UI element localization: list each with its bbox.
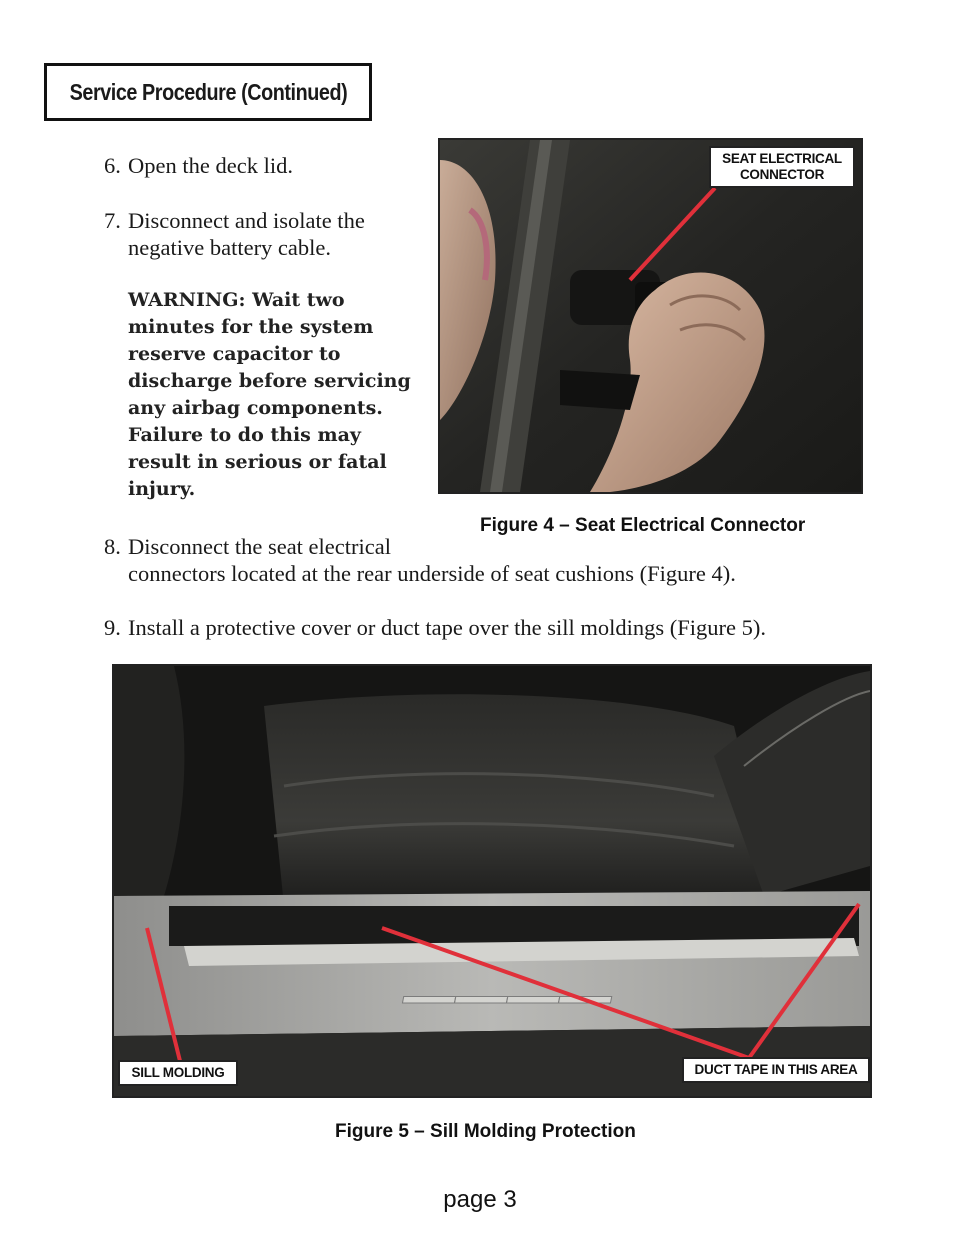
warning-line: result in serious or fatal (128, 451, 387, 473)
section-header (44, 63, 372, 121)
warning-line: any airbag components. (128, 397, 383, 419)
step-number: 8. (104, 534, 121, 559)
sill-molding-image (114, 666, 870, 1096)
step-7 (104, 207, 365, 261)
callout-line: SEAT ELECTRICAL (722, 151, 842, 166)
step-text-line2: connectors located at the rear underside of seat cushions (Figure 4). (128, 561, 736, 586)
section-title: Service Procedure (Continued) (69, 78, 347, 105)
figure-4-caption: Figure 4 – Seat Electrical Connector (480, 515, 806, 536)
callout-text: SILL MOLDING (131, 1065, 225, 1080)
warning-line: discharge before servicing (128, 370, 411, 392)
seat-connector-callout (709, 146, 855, 188)
warning-line: reserve capacitor to (128, 343, 341, 365)
figure-5-photo (112, 664, 872, 1098)
figure-4-photo (438, 138, 863, 494)
sill-molding-callout (118, 1060, 238, 1086)
callout-text: DUCT TAPE IN THIS AREA (694, 1062, 858, 1077)
step-text: Install a protective cover or duct tape over the sill moldings (Figure 5). (128, 615, 766, 640)
warning-line: injury. (128, 478, 196, 500)
step-6 (104, 152, 293, 179)
step-number: 9. (104, 615, 121, 640)
step-text-line1: Disconnect the seat electrical (128, 534, 391, 559)
callout-line: CONNECTOR (739, 167, 825, 182)
warning-line: WARNING: Wait two (128, 289, 345, 311)
duct-tape-callout (682, 1057, 870, 1083)
warning-line: minutes for the system (128, 316, 374, 338)
svg-text:――――: ―――― (404, 967, 612, 1027)
page-number: page 3 (443, 1186, 517, 1213)
step-number: 6. (104, 153, 121, 178)
step-text: Open the deck lid. (128, 153, 293, 178)
step-8 (104, 533, 736, 587)
step-number: 7. (104, 208, 121, 233)
seat-connector-image (440, 140, 861, 492)
step-9 (104, 614, 766, 641)
warning-text (128, 287, 418, 503)
step-text-line2: negative battery cable. (128, 235, 332, 260)
step-text-line1: Disconnect and isolate the (128, 208, 365, 233)
figure-5-caption: Figure 5 – Sill Molding Protection (335, 1121, 636, 1142)
warning-line: Failure to do this may (128, 424, 361, 446)
